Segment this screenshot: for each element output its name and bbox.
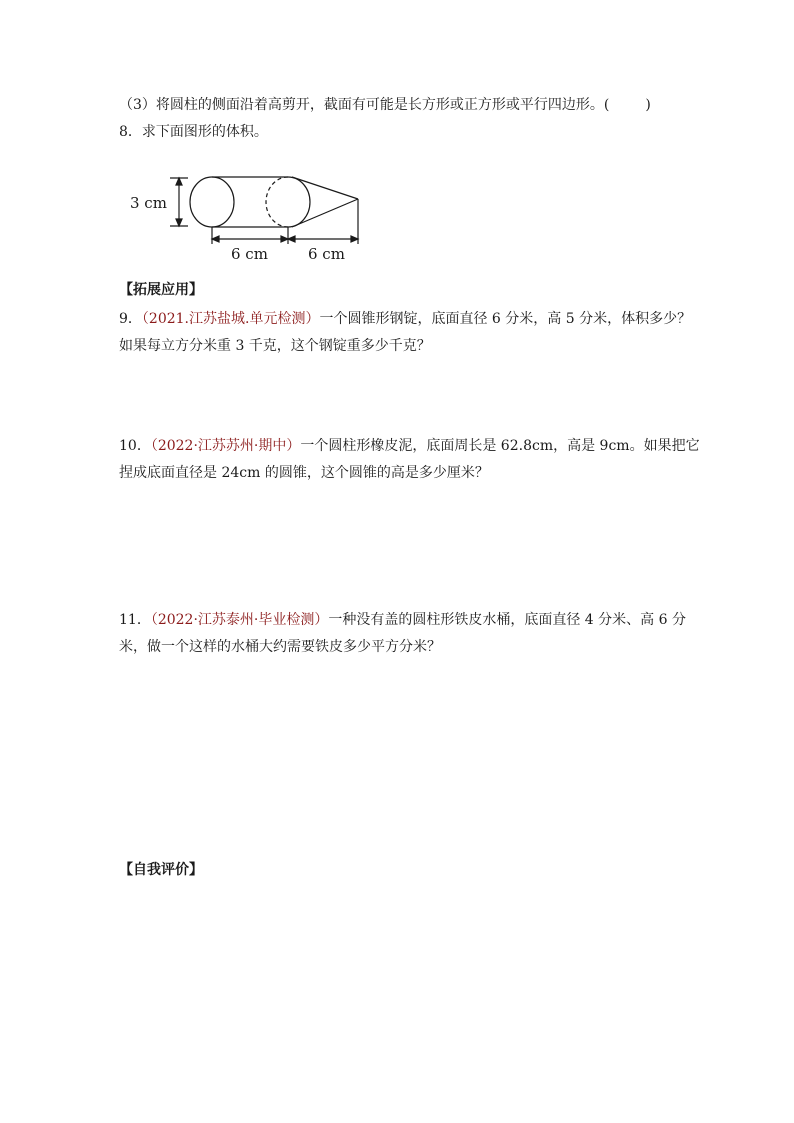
cone-length-label: 6 cm [308,245,345,263]
q7-part3-text: （3）将圆柱的侧面沿着高剪开，截面有可能是长方形或正方形或平行四边形。( [119,97,610,113]
cone-bottom-edge [292,199,358,227]
cylinder-cone-figure [120,168,380,268]
cylinder-right-base-hidden [266,177,288,227]
q9-text-1: 一个圆锥形钢锭，底面直径 6 分米，高 5 分米，体积多少？ [319,311,692,327]
height-label: 3 cm [130,194,167,212]
question-10-line-1 [119,436,700,456]
cone-top-edge [292,177,358,199]
q10-text-1: 一个圆柱形橡皮泥，底面周长是 62.8cm，高是 9cm。如果把它 [300,438,700,454]
q11-number: 11． [119,612,151,628]
cylinder-length-label: 6 cm [231,245,268,263]
question-11-line-2: 米，做一个这样的水桶大约需要铁皮多少平方分米？ [119,639,441,655]
section-heading-self-evaluation: 【自我评价】 [119,862,203,878]
cylinder-right-base-visible [288,177,310,227]
cylinder-left-base [190,177,234,227]
q7-part3-close-paren: ) [645,97,651,113]
question-7-part-3 [119,95,651,115]
q10-source: （2022·江苏苏州·期中） [150,438,301,454]
question-10-line-2: 捏成底面直径是 24cm 的圆锥，这个圆锥的高是多少厘米？ [119,465,489,481]
cone-arrow-left [288,236,295,242]
question-9-line-2: 如果每立方分米重 3 千克，这个钢锭重多少千克？ [119,338,431,354]
height-arrow-top [176,178,182,185]
q11-source: （2022·江苏泰州·毕业检测） [150,612,329,628]
question-11-line-1 [119,610,686,630]
height-arrow-bottom [176,219,182,226]
section-heading-extend: 【拓展应用】 [119,282,203,298]
q11-text-1: 一种没有盖的圆柱形铁皮水桶，底面直径 4 分米、高 6 分 [328,612,686,628]
cyl-arrow-left [212,236,219,242]
cone-arrow-right [351,236,358,242]
question-8-title: 8．求下面图形的体积。 [119,124,268,140]
q9-source: （2021.江苏盐城.单元检测） [141,311,320,327]
q9-number: 9． [119,311,142,327]
q10-number: 10． [119,438,151,454]
question-9-line-1 [119,309,691,329]
